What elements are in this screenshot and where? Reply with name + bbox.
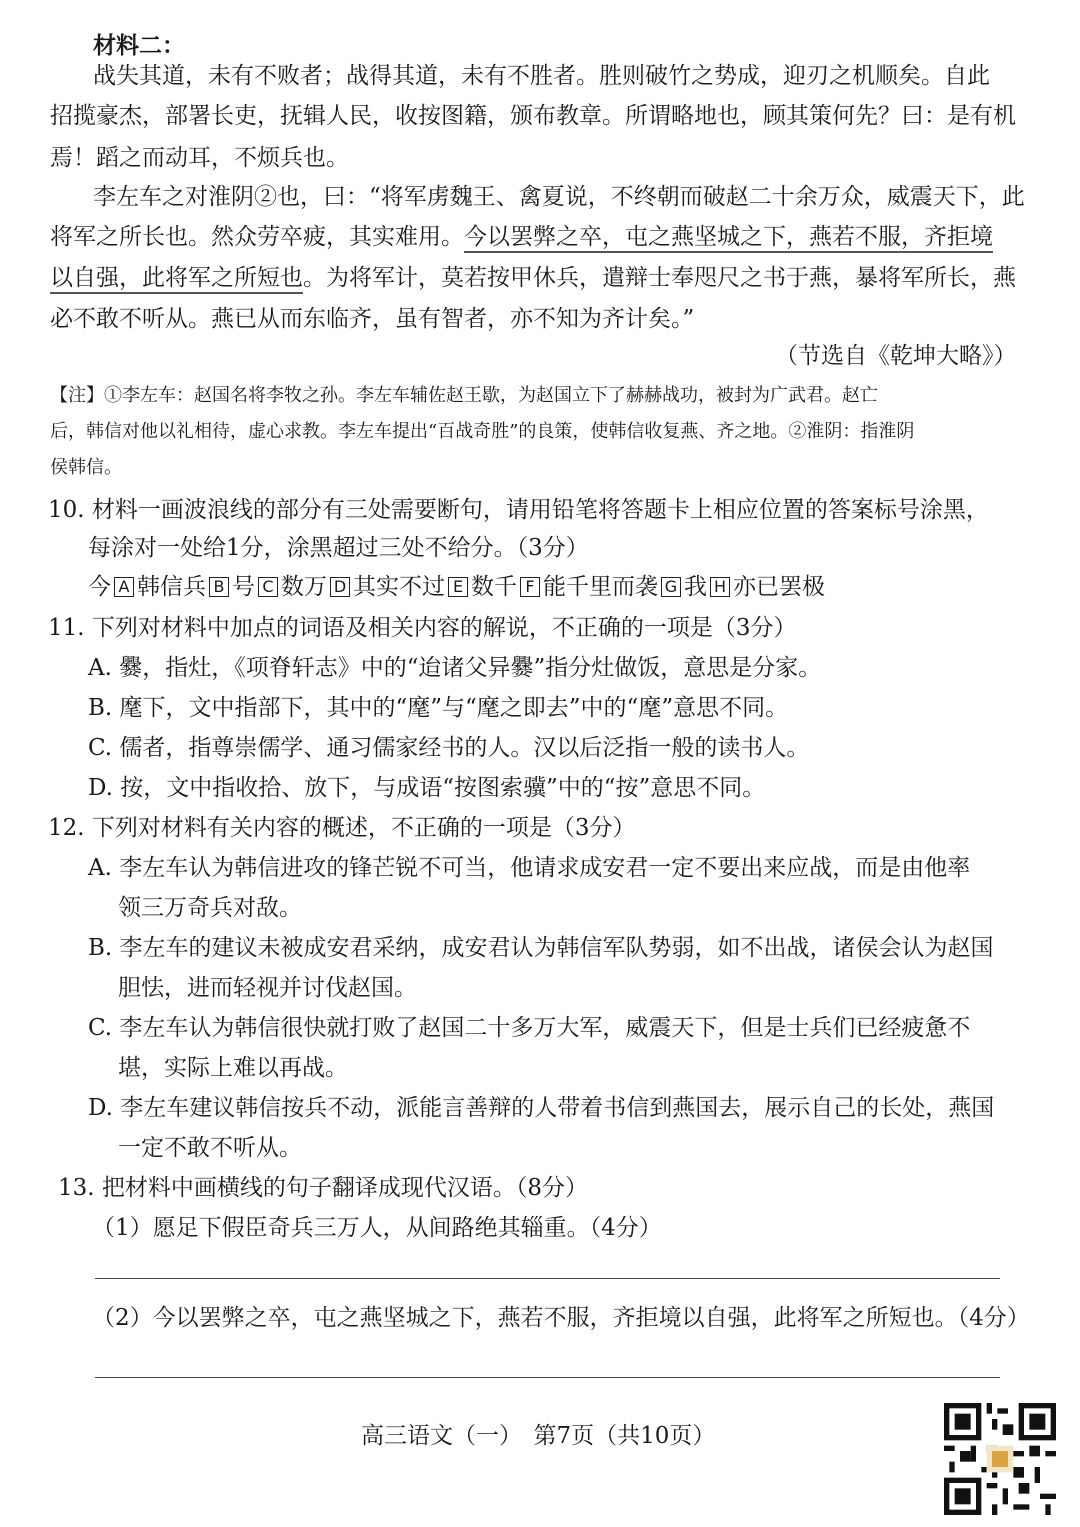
- text-segment: 今: [88, 574, 111, 600]
- question-12-option-c: C. 李左车认为韩信很快就打败了赵国二十多万大军，威震天下，但是士兵们已经疲惫不: [88, 1015, 971, 1041]
- question-11-option-c: C. 儒者，指尊崇儒学、通习儒家经书的人。汉以后泛指一般的读书人。: [88, 735, 810, 761]
- note-line: 【注】①李左车：赵国名将李牧之孙。李左车辅佐赵王歇，为赵国立下了赫赫战功，被封为广武君。赵亡: [50, 385, 878, 406]
- note-line: 侯韩信。: [50, 457, 122, 478]
- question-13-sub2: （2）今以罢弊之卒，屯之燕坚城之下，燕若不服，齐拒境以自强，此将军之所短也。（4分）: [92, 1305, 1030, 1331]
- question-11-option-d: D. 按，文中指收拾、放下，与成语“按图索骥”中的“按”意思不同。: [88, 775, 766, 801]
- material-text-line: [50, 221, 993, 253]
- text-segment: 能千里而袭: [543, 574, 658, 600]
- text-segment: 亦已罢极: [733, 574, 825, 600]
- question-11-stem: 11. 下列对材料中加点的词语及相关内容的解说，不正确的一项是（3分）: [48, 615, 797, 641]
- question-12-option-a: A. 李左车认为韩信进攻的锋芒锐不可当，他请求成安君一定不要出来应战，而是由他率: [88, 855, 971, 881]
- answer-box[interactable]: D: [330, 577, 350, 597]
- question-10-stem: 10. 材料一画波浪线的部分有三处需要断句，请用铅笔将答题卡上相应位置的答案标号涂黑，: [48, 497, 989, 523]
- question-12-option-a-cont: 领三万奇兵对敌。: [118, 895, 302, 921]
- answer-box[interactable]: H: [710, 577, 730, 597]
- material-text-line: 李左车之对淮阴②也，曰：“将军虏魏王、禽夏说，不终朝而破赵二十余万众，威震天下，此: [93, 184, 1025, 210]
- material-text-line: 焉！蹈之而动耳，不烦兵也。: [50, 145, 349, 171]
- question-10-segments: [88, 571, 825, 603]
- answer-box[interactable]: F: [520, 577, 540, 597]
- question-12-option-b: B. 李左车的建议未被成安君采纳，成安君认为韩信军队势弱，如不出战，诸侯会认为赵国: [88, 935, 994, 961]
- question-11-option-a: A. 爨，指灶，《项脊轩志》中的“迨诸父异爨”指分灶做饭，意思是分家。: [88, 655, 822, 681]
- note-line: 后，韩信对他以礼相待，虚心求教。李左车提出“百战奇胜”的良策，使韩信收复燕、齐之地。②淮阴：指淮阴: [50, 421, 915, 442]
- answer-box[interactable]: B: [209, 577, 229, 597]
- question-12-option-b-cont: 胆怯，进而轻视并讨伐赵国。: [118, 975, 417, 1001]
- question-10-stem: 每涂对一处给1分，涂黑超过三处不给分。（3分）: [88, 535, 589, 561]
- text-segment: 其实不过: [353, 574, 445, 600]
- question-12-option-d: D. 李左车建议韩信按兵不动，派能言善辩的人带着书信到燕国去，展示自己的长处，燕国: [88, 1095, 995, 1121]
- plain-text: 将军之所长也。然众劳卒疲，其实难用。: [50, 224, 464, 250]
- question-12-option-c-cont: 堪，实际上难以再战。: [118, 1055, 348, 1081]
- source-citation: （节选自《乾坤大略》）: [775, 343, 1017, 369]
- material-text-line: 招揽豪杰，部署长吏，抚辑人民，收按图籍，颁布教章。所谓略地也，顾其策何先？曰：是有机: [50, 103, 1016, 129]
- material-text-line: 战失其道，未有不败者；战得其道，未有不胜者。胜则破竹之势成，迎刃之机顺矣。自此: [93, 63, 990, 89]
- question-12-option-d-cont: 一定不敢不听从。: [118, 1135, 302, 1161]
- underlined-sentence: 以自强，此将军之所短也: [50, 265, 303, 294]
- answer-box[interactable]: E: [448, 577, 468, 597]
- underlined-sentence: 今以罢弊之卒，屯之燕坚城之下，燕若不服，齐拒境: [464, 224, 993, 253]
- answer-line[interactable]: [95, 1377, 1000, 1378]
- answer-line[interactable]: [95, 1278, 1000, 1279]
- material-text-line: 必不敢不听从。燕已从而东临齐，虽有智者，亦不知为齐计矣。”: [50, 306, 695, 332]
- text-segment: 我: [684, 574, 707, 600]
- answer-box[interactable]: G: [661, 577, 681, 597]
- text-segment: 韩信兵: [137, 574, 206, 600]
- page-footer: 高三语文（一） 第7页（共10页）: [361, 1423, 716, 1449]
- plain-text: 。为将军计，莫若按甲休兵，遣辩士奉咫尺之书于燕，暴将军所长，燕: [303, 265, 1016, 291]
- text-segment: 号: [232, 574, 255, 600]
- text-segment: 数千: [471, 574, 517, 600]
- question-13-sub1: （1）愿足下假臣奇兵三万人，从间路绝其辎重。（4分）: [92, 1215, 662, 1241]
- qr-code-icon: [944, 1403, 1056, 1515]
- text-segment: 数万: [281, 574, 327, 600]
- answer-box[interactable]: A: [114, 577, 134, 597]
- material-title: 材料二：: [93, 32, 185, 59]
- question-13-stem: 13. 把材料中画横线的句子翻译成现代汉语。（8分）: [58, 1175, 589, 1201]
- answer-box[interactable]: C: [258, 577, 278, 597]
- material-text-line: [50, 262, 1016, 294]
- question-11-option-b: B. 麾下，文中指部下，其中的“麾”与“麾之即去”中的“麾”意思不同。: [88, 695, 789, 721]
- question-12-stem: 12. 下列对材料有关内容的概述，不正确的一项是（3分）: [48, 815, 636, 841]
